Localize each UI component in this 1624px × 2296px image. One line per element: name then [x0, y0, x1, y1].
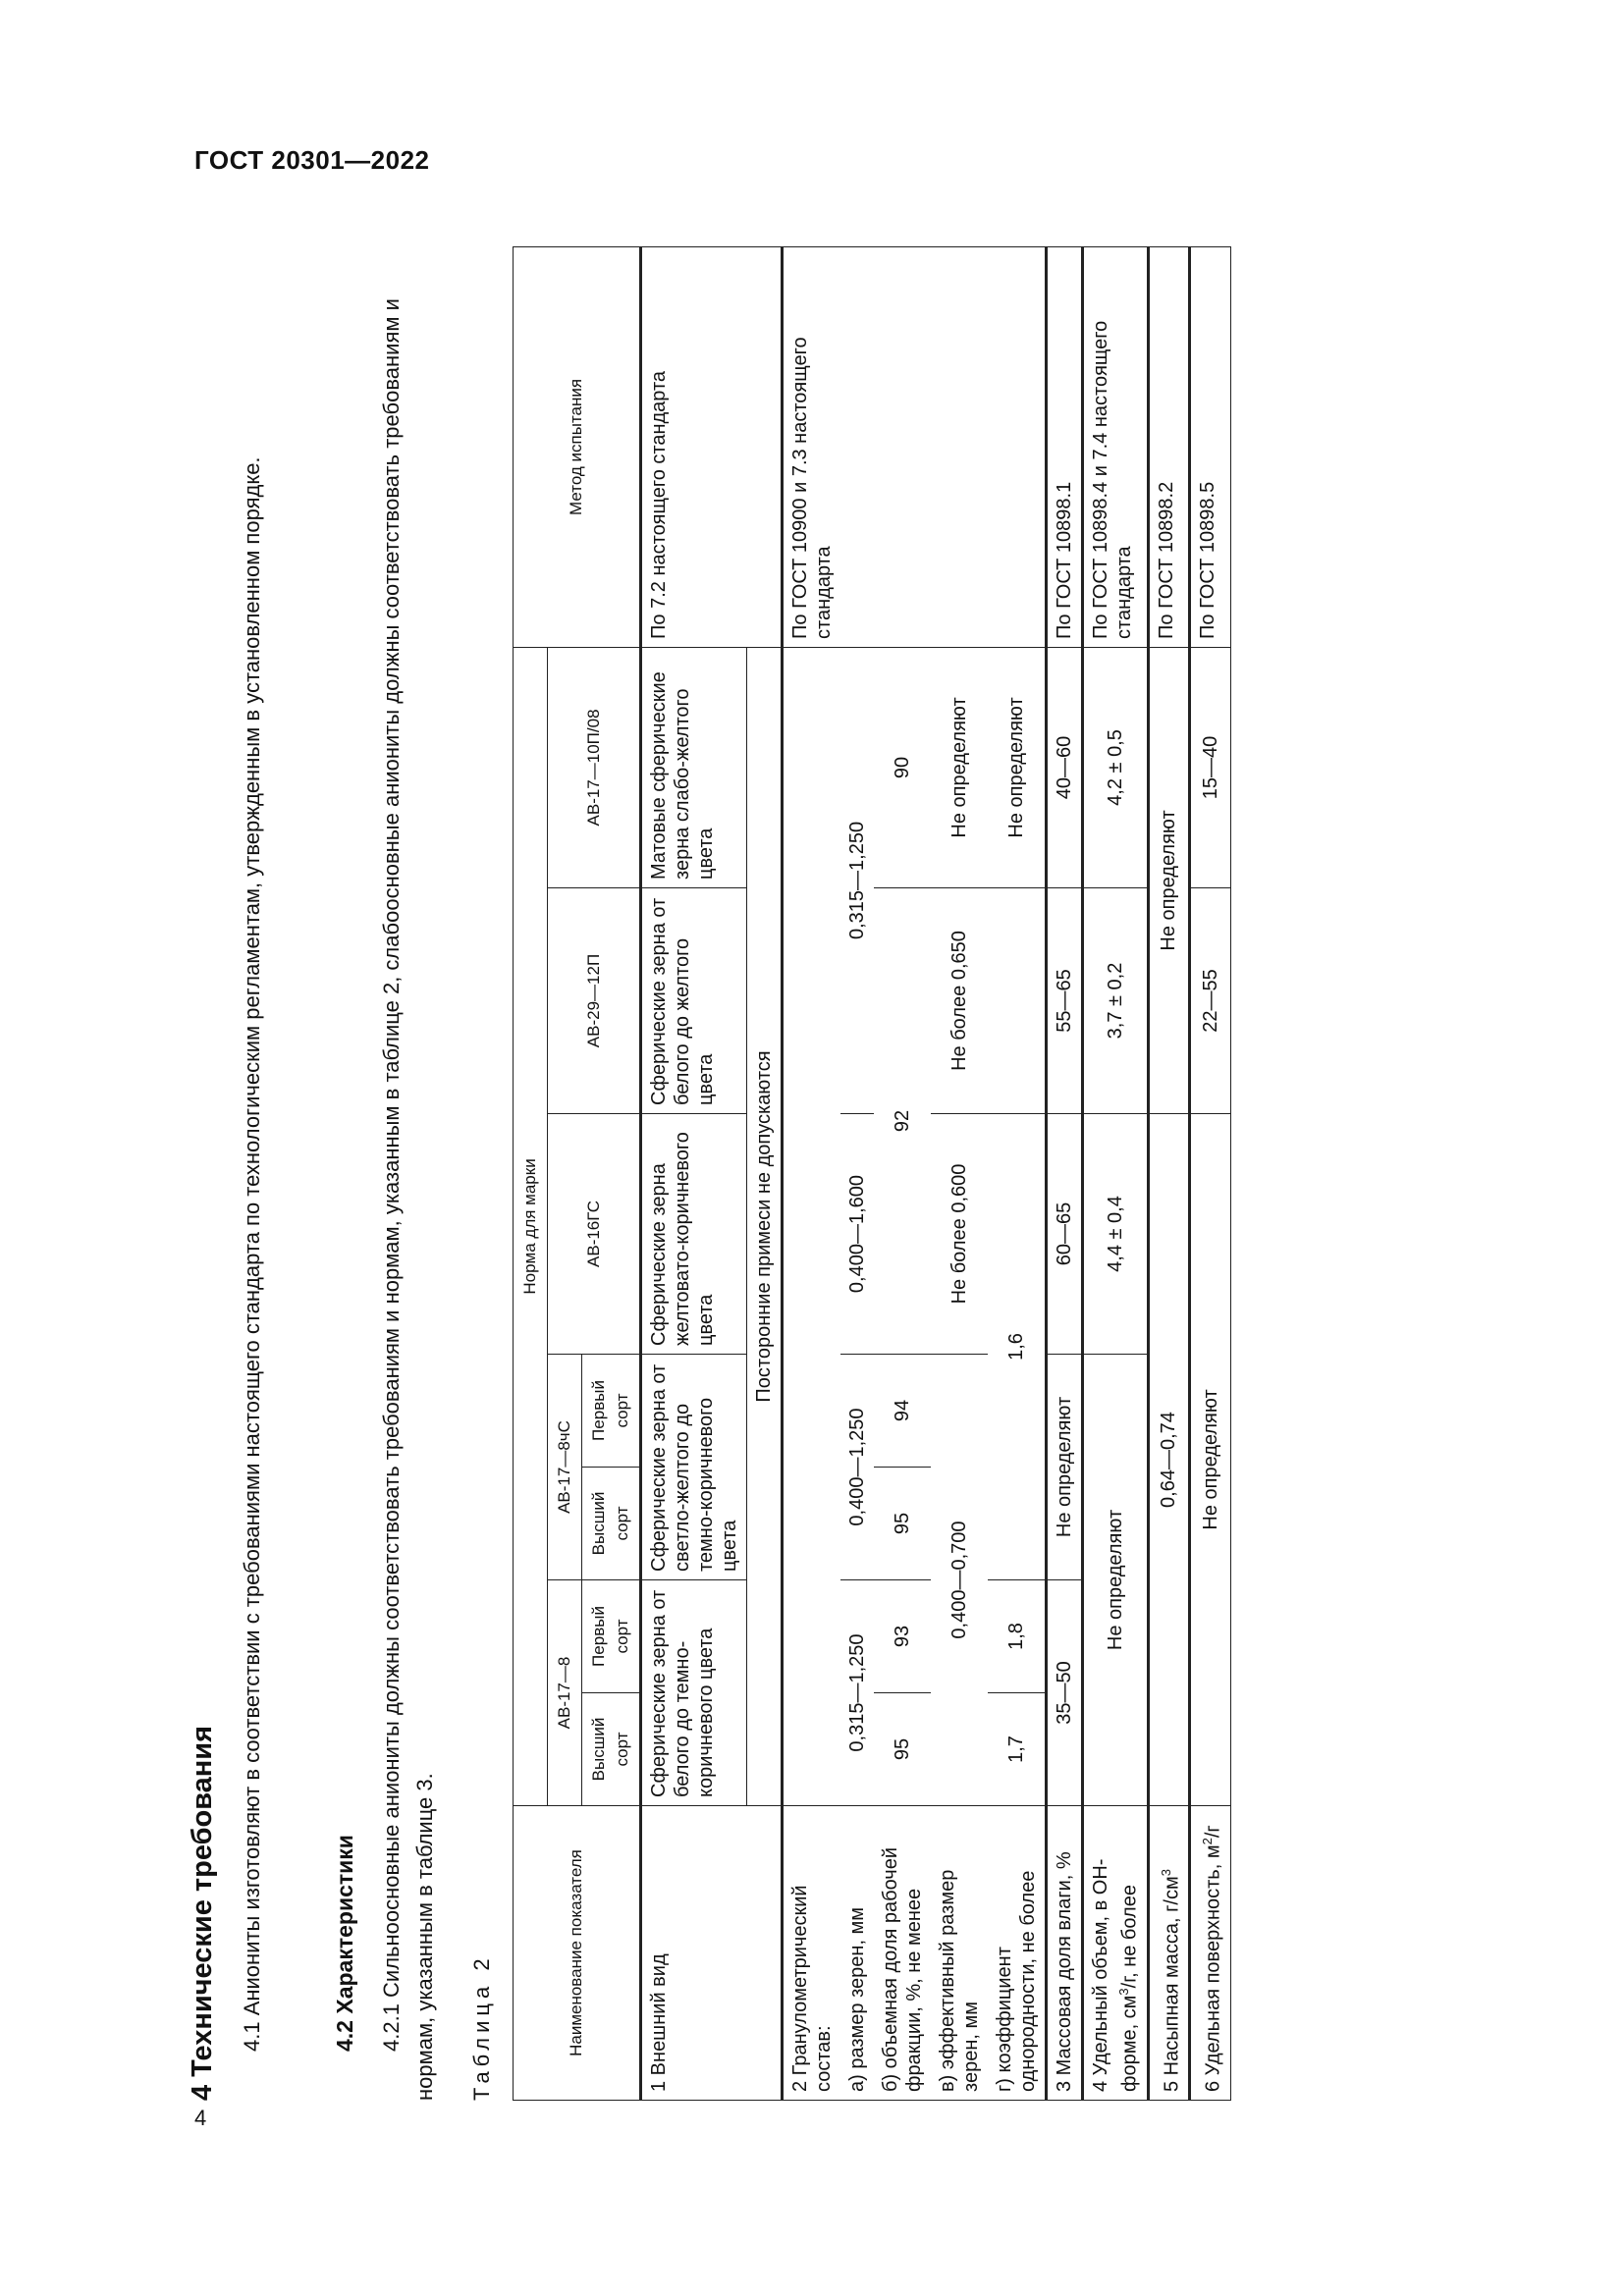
- header-indicator: Наименование показателя: [514, 1806, 641, 2101]
- header-grade-high: Высший сорт: [582, 1693, 641, 1806]
- cell: Сферические зерна от белого до темно-коричневого цвета: [641, 1580, 747, 1806]
- method-cell: По 7.2 настоящего стандарта: [641, 246, 783, 647]
- row-name: а) размер зерен, мм: [840, 1806, 874, 2101]
- row-name: в) эффективный размер зерен, мм: [931, 1806, 988, 2101]
- note-cell: Посторонние примеси не допускаются: [747, 647, 783, 1805]
- cell: 0,315—1,250: [840, 647, 874, 1113]
- cell: 1,6: [988, 1114, 1047, 1580]
- cell: 92: [874, 888, 931, 1355]
- table-2-wrapper: [513, 247, 1231, 2101]
- table-header-row-1: [514, 246, 548, 2100]
- cell: 60—65: [1047, 1114, 1083, 1355]
- cell: Матовые сферические зерна слабо-желтого цвета: [641, 647, 747, 887]
- cell: Не более 0,650: [931, 888, 988, 1114]
- cell: Не определяют: [931, 647, 988, 887]
- standard-header: ГОСТ 20301—2022: [194, 145, 430, 175]
- cell: 15—40: [1190, 647, 1231, 887]
- row-name: 3 Массовая доля влаги, %: [1047, 1806, 1083, 2101]
- row-name: г) коэффициент однородности, не более: [988, 1806, 1047, 2101]
- header-grade-high: Высший сорт: [582, 1468, 641, 1580]
- header-norm: Норма для марки: [514, 647, 548, 1805]
- header-brand-5: АВ-17—10П/08: [548, 647, 641, 887]
- header-brand-2: АВ-17—8чС: [548, 1355, 582, 1580]
- table-2: [513, 246, 1231, 2101]
- row-name: 6 Удельная поверхность, $м^2/г$: [1190, 1806, 1231, 2101]
- header-brand-3: АВ-16ГС: [548, 1114, 641, 1355]
- table-row: [641, 246, 747, 2100]
- cell: 35—50: [1047, 1580, 1083, 1806]
- method-cell: По ГОСТ 10898.5: [1190, 246, 1231, 647]
- cell: 40—60: [1047, 647, 1083, 887]
- header-brand-4: АВ-29—12П: [548, 888, 641, 1114]
- cell: 4,4 ± 0,4: [1083, 1114, 1149, 1355]
- cell: 0,400—1,250: [840, 1355, 874, 1580]
- cell: 95: [874, 1693, 931, 1806]
- paragraph-4-1: 4.1 Аниониты изготовляют в соответствии с требованиями настоящего стандарта по технологическим регламентам, утвержденным в установленном порядке.: [240, 456, 264, 2052]
- table-row: [783, 246, 841, 2100]
- method-cell: По ГОСТ 10898.2: [1148, 246, 1190, 647]
- cell: Не определяют: [1148, 647, 1190, 1113]
- cell: Сферические зерна от светло-желтого до темно-коричневого цвета: [641, 1355, 747, 1580]
- cell: Не определяют: [1083, 1355, 1149, 1806]
- subsection-title: 4.2 Характеристики: [332, 1835, 357, 2052]
- cell: 1,8: [988, 1580, 1047, 1693]
- header-grade-first: Первый сорт: [582, 1355, 641, 1468]
- cell: 93: [874, 1580, 931, 1693]
- header-grade-first: Первый сорт: [582, 1580, 641, 1693]
- rotated-content: [187, 221, 1463, 2101]
- table-row: [1190, 246, 1231, 2100]
- cell: [988, 888, 1047, 1114]
- table-row: [1148, 246, 1190, 2100]
- table-row: [1047, 246, 1083, 2100]
- row-name: 2 Гранулометрический состав:: [783, 1806, 841, 2101]
- cell: Не определяют: [1190, 1114, 1231, 1806]
- cell: [783, 647, 841, 1805]
- cell: 90: [874, 647, 931, 887]
- section-title: 4 Технические требования: [187, 1725, 218, 2101]
- cell: Не определяют: [1047, 1355, 1083, 1580]
- cell: Сферические зерна желтовато-коричневого цвета: [641, 1114, 747, 1355]
- cell: 94: [874, 1355, 931, 1468]
- cell: Не определяют: [988, 647, 1047, 887]
- cell: 1,7: [988, 1693, 1047, 1806]
- cell: 3,7 ± 0,2: [1083, 888, 1149, 1114]
- cell: 0,315—1,250: [840, 1580, 874, 1806]
- cell: 0,400—1,600: [840, 1114, 874, 1355]
- row-name: б) объемная доля рабочей фракции, %, не менее: [874, 1806, 931, 2101]
- row-name: 1 Внешний вид: [641, 1806, 783, 2101]
- page-number: 4: [194, 2106, 207, 2130]
- cell: 4,2 ± 0,5: [1083, 647, 1149, 887]
- cell: Сферические зерна от белого до желтого цвета: [641, 888, 747, 1114]
- row-name: 4 Удельный объем, в ОН-форме, $см^3/г$, не более: [1083, 1806, 1149, 2101]
- method-cell: По ГОСТ 10898.4 и 7.4 настоящего стандарта: [1083, 246, 1149, 647]
- cell: 95: [874, 1468, 931, 1580]
- cell: 55—65: [1047, 888, 1083, 1114]
- paragraph-4-2-1: 4.2.1 Сильноосновные аниониты должны соответствовать требованиям и нормам, указанным в таблице 2, слабоосновные аниониты должны соответствовать требованиям и нормам, указанным в таблице 3.: [379, 298, 437, 2101]
- method-cell: По ГОСТ 10898.1: [1047, 246, 1083, 647]
- cell: Не более 0,600: [931, 1114, 988, 1355]
- method-cell: По ГОСТ 10900 и 7.3 настоящего стандарта: [783, 246, 1047, 647]
- table-row: [1083, 246, 1149, 2100]
- cell: 0,64—0,74: [1148, 1114, 1190, 1806]
- table-caption: Таблица 2: [469, 1953, 494, 2101]
- cell: 0,400—0,700: [931, 1355, 988, 1806]
- header-brand-1: АВ-17—8: [548, 1580, 582, 1806]
- cell: 22—55: [1190, 888, 1231, 1114]
- header-method: Метод испытания: [514, 246, 641, 647]
- row-name: 5 Насыпная масса, $г/см^3$: [1148, 1806, 1190, 2101]
